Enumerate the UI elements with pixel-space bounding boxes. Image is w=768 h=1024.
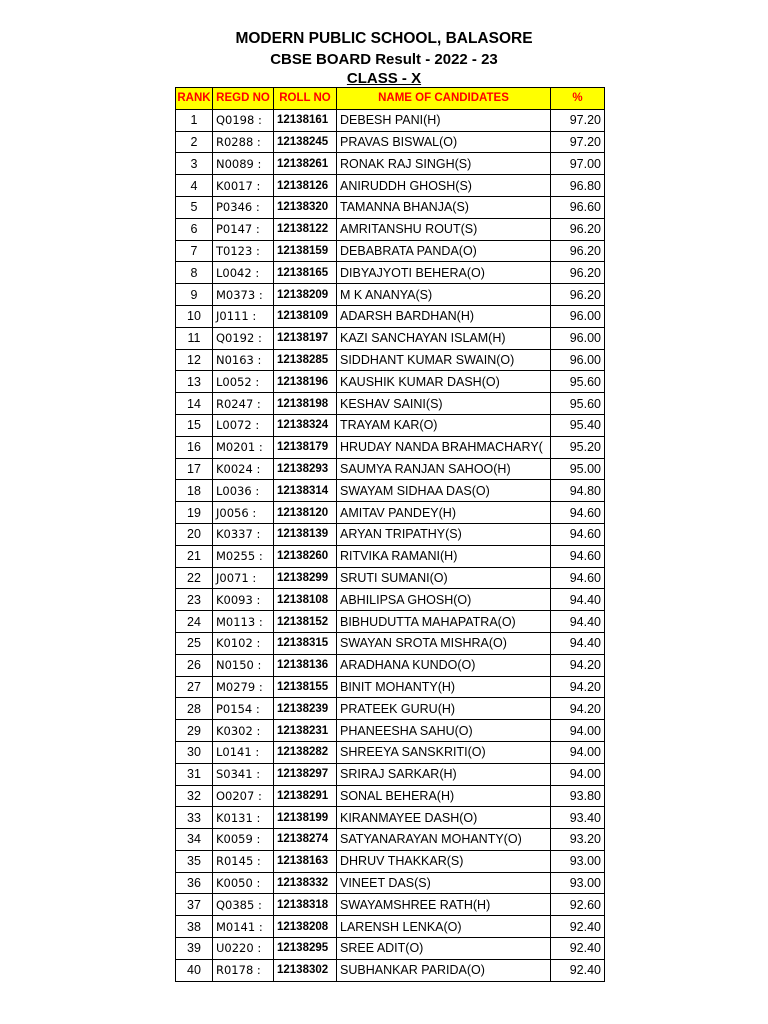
table-row — [176, 959, 605, 981]
regd-no-cell: S0341 : — [213, 763, 274, 785]
percent-cell: 96.20 — [551, 240, 605, 262]
table-row — [176, 109, 605, 131]
candidate-name-cell: SHREEYA SANSKRITI(O) — [337, 741, 551, 763]
table-row — [176, 545, 605, 567]
roll-no-cell: 12138239 — [274, 698, 337, 720]
regd-no-cell: K0131 : — [213, 807, 274, 829]
rank-cell: 14 — [176, 393, 213, 415]
rank-cell: 37 — [176, 894, 213, 916]
regd-no-cell: K0059 : — [213, 829, 274, 851]
candidate-name-cell: SWAYAMSHREE RATH(H) — [337, 894, 551, 916]
candidate-name-cell: SWAYAM SIDHAA DAS(O) — [337, 480, 551, 502]
rank-cell: 32 — [176, 785, 213, 807]
rank-cell: 5 — [176, 196, 213, 218]
percent-cell: 94.60 — [551, 523, 605, 545]
column-header-roll-no: ROLL NO — [274, 88, 337, 110]
table-row — [176, 436, 605, 458]
roll-no-cell: 12138155 — [274, 676, 337, 698]
candidate-name-cell: RONAK RAJ SINGH(S) — [337, 153, 551, 175]
table-row — [176, 131, 605, 153]
rank-cell: 30 — [176, 741, 213, 763]
regd-no-cell: M0113 : — [213, 611, 274, 633]
percent-cell: 95.60 — [551, 371, 605, 393]
regd-no-cell: Q0198 : — [213, 109, 274, 131]
rank-cell: 28 — [176, 698, 213, 720]
percent-cell: 94.40 — [551, 632, 605, 654]
roll-no-cell: 12138208 — [274, 916, 337, 938]
roll-no-cell: 12138139 — [274, 523, 337, 545]
percent-cell: 94.40 — [551, 589, 605, 611]
regd-no-cell: R0145 : — [213, 850, 274, 872]
table-row — [176, 480, 605, 502]
percent-cell: 93.20 — [551, 829, 605, 851]
table-row — [176, 153, 605, 175]
roll-no-cell: 12138293 — [274, 458, 337, 480]
percent-cell: 94.40 — [551, 611, 605, 633]
roll-no-cell: 12138282 — [274, 741, 337, 763]
percent-cell: 96.00 — [551, 327, 605, 349]
percent-cell: 92.60 — [551, 894, 605, 916]
regd-no-cell: R0247 : — [213, 393, 274, 415]
percent-cell: 94.60 — [551, 567, 605, 589]
results-table-body — [176, 109, 605, 981]
rank-cell: 16 — [176, 436, 213, 458]
table-row — [176, 938, 605, 960]
rank-cell: 20 — [176, 523, 213, 545]
roll-no-cell: 12138179 — [274, 436, 337, 458]
rank-cell: 22 — [176, 567, 213, 589]
roll-no-cell: 12138318 — [274, 894, 337, 916]
candidate-name-cell: BINIT MOHANTY(H) — [337, 676, 551, 698]
rank-cell: 4 — [176, 175, 213, 197]
percent-cell: 93.00 — [551, 872, 605, 894]
regd-no-cell: P0154 : — [213, 698, 274, 720]
candidate-name-cell: SWAYAN SROTA MISHRA(O) — [337, 632, 551, 654]
candidate-name-cell: M K ANANYA(S) — [337, 284, 551, 306]
regd-no-cell: M0255 : — [213, 545, 274, 567]
table-row — [176, 458, 605, 480]
regd-no-cell: K0302 : — [213, 720, 274, 742]
roll-no-cell: 12138198 — [274, 393, 337, 415]
percent-cell: 97.00 — [551, 153, 605, 175]
table-row — [176, 349, 605, 371]
roll-no-cell: 12138245 — [274, 131, 337, 153]
percent-cell: 93.00 — [551, 850, 605, 872]
table-row — [176, 414, 605, 436]
roll-no-cell: 12138163 — [274, 850, 337, 872]
table-header-row — [176, 88, 605, 110]
percent-cell: 93.80 — [551, 785, 605, 807]
regd-no-cell: R0288 : — [213, 131, 274, 153]
column-header-name: NAME OF CANDIDATES — [337, 88, 551, 110]
candidate-name-cell: SUBHANKAR PARIDA(O) — [337, 959, 551, 981]
table-row — [176, 872, 605, 894]
regd-no-cell: U0220 : — [213, 938, 274, 960]
roll-no-cell: 12138332 — [274, 872, 337, 894]
candidate-name-cell: SRIRAJ SARKAR(H) — [337, 763, 551, 785]
rank-cell: 38 — [176, 916, 213, 938]
candidate-name-cell: KIRANMAYEE DASH(O) — [337, 807, 551, 829]
table-row — [176, 676, 605, 698]
candidate-name-cell: PHANEESHA SAHU(O) — [337, 720, 551, 742]
candidate-name-cell: KAUSHIK KUMAR DASH(O) — [337, 371, 551, 393]
percent-cell: 96.60 — [551, 196, 605, 218]
regd-no-cell: O0207 : — [213, 785, 274, 807]
table-row — [176, 523, 605, 545]
rank-cell: 29 — [176, 720, 213, 742]
regd-no-cell: N0163 : — [213, 349, 274, 371]
candidate-name-cell: DIBYAJYOTI BEHERA(O) — [337, 262, 551, 284]
table-row — [176, 567, 605, 589]
column-header-rank: RANK — [176, 88, 213, 110]
candidate-name-cell: SONAL BEHERA(H) — [337, 785, 551, 807]
percent-cell: 96.80 — [551, 175, 605, 197]
rank-cell: 7 — [176, 240, 213, 262]
candidate-name-cell: ARYAN TRIPATHY(S) — [337, 523, 551, 545]
rank-cell: 12 — [176, 349, 213, 371]
table-row — [176, 262, 605, 284]
regd-no-cell: M0373 : — [213, 284, 274, 306]
percent-cell: 94.20 — [551, 676, 605, 698]
table-row — [176, 305, 605, 327]
roll-no-cell: 12138196 — [274, 371, 337, 393]
table-row — [176, 196, 605, 218]
rank-cell: 21 — [176, 545, 213, 567]
percent-cell: 92.40 — [551, 916, 605, 938]
rank-cell: 26 — [176, 654, 213, 676]
roll-no-cell: 12138161 — [274, 109, 337, 131]
roll-no-cell: 12138165 — [274, 262, 337, 284]
rank-cell: 39 — [176, 938, 213, 960]
rank-cell: 17 — [176, 458, 213, 480]
percent-cell: 93.40 — [551, 807, 605, 829]
regd-no-cell: K0024 : — [213, 458, 274, 480]
roll-no-cell: 12138126 — [274, 175, 337, 197]
class-title: CLASS - X — [346, 70, 422, 87]
candidate-name-cell: AMITAV PANDEY(H) — [337, 502, 551, 524]
roll-no-cell: 12138297 — [274, 763, 337, 785]
table-row — [176, 371, 605, 393]
rank-cell: 1 — [176, 109, 213, 131]
candidate-name-cell: SAUMYA RANJAN SAHOO(H) — [337, 458, 551, 480]
table-row — [176, 720, 605, 742]
regd-no-cell: P0147 : — [213, 218, 274, 240]
percent-cell: 97.20 — [551, 109, 605, 131]
candidate-name-cell: TRAYAM KAR(O) — [337, 414, 551, 436]
table-row — [176, 763, 605, 785]
regd-no-cell: K0102 : — [213, 632, 274, 654]
candidate-name-cell: LARENSH LENKA(O) — [337, 916, 551, 938]
roll-no-cell: 12138261 — [274, 153, 337, 175]
roll-no-cell: 12138122 — [274, 218, 337, 240]
percent-cell: 95.00 — [551, 458, 605, 480]
regd-no-cell: M0201 : — [213, 436, 274, 458]
percent-cell: 96.00 — [551, 305, 605, 327]
regd-no-cell: K0337 : — [213, 523, 274, 545]
percent-cell: 96.20 — [551, 262, 605, 284]
percent-cell: 96.00 — [551, 349, 605, 371]
table-row — [176, 502, 605, 524]
column-header-percent: % — [551, 88, 605, 110]
regd-no-cell: L0052 : — [213, 371, 274, 393]
candidate-name-cell: KESHAV SAINI(S) — [337, 393, 551, 415]
roll-no-cell: 12138285 — [274, 349, 337, 371]
rank-cell: 34 — [176, 829, 213, 851]
roll-no-cell: 12138320 — [274, 196, 337, 218]
candidate-name-cell: DEBESH PANI(H) — [337, 109, 551, 131]
table-row — [176, 611, 605, 633]
regd-no-cell: Q0385 : — [213, 894, 274, 916]
regd-no-cell: Q0192 : — [213, 327, 274, 349]
regd-no-cell: L0072 : — [213, 414, 274, 436]
candidate-name-cell: ADARSH BARDHAN(H) — [337, 305, 551, 327]
regd-no-cell: N0089 : — [213, 153, 274, 175]
percent-cell: 96.20 — [551, 284, 605, 306]
roll-no-cell: 12138136 — [274, 654, 337, 676]
roll-no-cell: 12138315 — [274, 632, 337, 654]
table-row — [176, 654, 605, 676]
regd-no-cell: M0141 : — [213, 916, 274, 938]
candidate-name-cell: BIBHUDUTTA MAHAPATRA(O) — [337, 611, 551, 633]
candidate-name-cell: SIDDHANT KUMAR SWAIN(O) — [337, 349, 551, 371]
roll-no-cell: 12138152 — [274, 611, 337, 633]
regd-no-cell: J0056 : — [213, 502, 274, 524]
regd-no-cell: T0123 : — [213, 240, 274, 262]
school-title: MODERN PUBLIC SCHOOL, BALASORE — [235, 30, 533, 47]
regd-no-cell: K0050 : — [213, 872, 274, 894]
rank-cell: 25 — [176, 632, 213, 654]
percent-cell: 95.60 — [551, 393, 605, 415]
candidate-name-cell: RITVIKA RAMANI(H) — [337, 545, 551, 567]
roll-no-cell: 12138295 — [274, 938, 337, 960]
table-row — [176, 393, 605, 415]
rank-cell: 23 — [176, 589, 213, 611]
rank-cell: 33 — [176, 807, 213, 829]
candidate-name-cell: SREE ADIT(O) — [337, 938, 551, 960]
rank-cell: 11 — [176, 327, 213, 349]
rank-cell: 35 — [176, 850, 213, 872]
table-row — [176, 741, 605, 763]
regd-no-cell: R0178 : — [213, 959, 274, 981]
roll-no-cell: 12138120 — [274, 502, 337, 524]
regd-no-cell: N0150 : — [213, 654, 274, 676]
rank-cell: 13 — [176, 371, 213, 393]
roll-no-cell: 12138302 — [274, 959, 337, 981]
regd-no-cell: P0346 : — [213, 196, 274, 218]
roll-no-cell: 12138231 — [274, 720, 337, 742]
candidate-name-cell: DHRUV THAKKAR(S) — [337, 850, 551, 872]
table-row — [176, 218, 605, 240]
table-row — [176, 589, 605, 611]
percent-cell: 92.40 — [551, 959, 605, 981]
candidate-name-cell: AMRITANSHU ROUT(S) — [337, 218, 551, 240]
roll-no-cell: 12138108 — [274, 589, 337, 611]
rank-cell: 31 — [176, 763, 213, 785]
regd-no-cell: M0279 : — [213, 676, 274, 698]
percent-cell: 94.00 — [551, 763, 605, 785]
percent-cell: 94.60 — [551, 502, 605, 524]
rank-cell: 6 — [176, 218, 213, 240]
candidate-name-cell: ABHILIPSA GHOSH(O) — [337, 589, 551, 611]
percent-cell: 94.20 — [551, 654, 605, 676]
percent-cell: 97.20 — [551, 131, 605, 153]
roll-no-cell: 12138197 — [274, 327, 337, 349]
rank-cell: 2 — [176, 131, 213, 153]
candidate-name-cell: SRUTI SUMANI(O) — [337, 567, 551, 589]
regd-no-cell: K0093 : — [213, 589, 274, 611]
table-row — [176, 785, 605, 807]
percent-cell: 94.00 — [551, 720, 605, 742]
table-row — [176, 632, 605, 654]
roll-no-cell: 12138291 — [274, 785, 337, 807]
roll-no-cell: 12138199 — [274, 807, 337, 829]
roll-no-cell: 12138209 — [274, 284, 337, 306]
candidate-name-cell: PRAVAS BISWAL(O) — [337, 131, 551, 153]
rank-cell: 36 — [176, 872, 213, 894]
percent-cell: 95.40 — [551, 414, 605, 436]
table-row — [176, 850, 605, 872]
rank-cell: 10 — [176, 305, 213, 327]
roll-no-cell: 12138159 — [274, 240, 337, 262]
percent-cell: 95.20 — [551, 436, 605, 458]
rank-cell: 9 — [176, 284, 213, 306]
table-row — [176, 698, 605, 720]
rank-cell: 40 — [176, 959, 213, 981]
regd-no-cell: L0036 : — [213, 480, 274, 502]
percent-cell: 94.80 — [551, 480, 605, 502]
board-result-title: CBSE BOARD Result - 2022 - 23 — [270, 51, 498, 68]
roll-no-cell: 12138324 — [274, 414, 337, 436]
rank-cell: 19 — [176, 502, 213, 524]
table-row — [176, 327, 605, 349]
rank-cell: 27 — [176, 676, 213, 698]
percent-cell: 92.40 — [551, 938, 605, 960]
table-row — [176, 894, 605, 916]
table-row — [176, 829, 605, 851]
regd-no-cell: J0111 : — [213, 305, 274, 327]
regd-no-cell: J0071 : — [213, 567, 274, 589]
table-row — [176, 807, 605, 829]
column-header-regd-no: REGD NO — [213, 88, 274, 110]
rank-cell: 8 — [176, 262, 213, 284]
percent-cell: 94.00 — [551, 741, 605, 763]
regd-no-cell: L0141 : — [213, 741, 274, 763]
percent-cell: 94.20 — [551, 698, 605, 720]
candidate-name-cell: KAZI SANCHAYAN ISLAM(H) — [337, 327, 551, 349]
candidate-name-cell: VINEET DAS(S) — [337, 872, 551, 894]
results-table — [175, 87, 605, 982]
rank-cell: 18 — [176, 480, 213, 502]
rank-cell: 15 — [176, 414, 213, 436]
table-row — [176, 916, 605, 938]
table-row — [176, 240, 605, 262]
rank-cell: 24 — [176, 611, 213, 633]
roll-no-cell: 12138314 — [274, 480, 337, 502]
roll-no-cell: 12138299 — [274, 567, 337, 589]
candidate-name-cell: TAMANNA BHANJA(S) — [337, 196, 551, 218]
percent-cell: 94.60 — [551, 545, 605, 567]
roll-no-cell: 12138260 — [274, 545, 337, 567]
roll-no-cell: 12138109 — [274, 305, 337, 327]
candidate-name-cell: ARADHANA KUNDO(O) — [337, 654, 551, 676]
regd-no-cell: L0042 : — [213, 262, 274, 284]
roll-no-cell: 12138274 — [274, 829, 337, 851]
candidate-name-cell: PRATEEK GURU(H) — [337, 698, 551, 720]
regd-no-cell: K0017 : — [213, 175, 274, 197]
table-row — [176, 175, 605, 197]
rank-cell: 3 — [176, 153, 213, 175]
percent-cell: 96.20 — [551, 218, 605, 240]
candidate-name-cell: SATYANARAYAN MOHANTY(O) — [337, 829, 551, 851]
candidate-name-cell: HRUDAY NANDA BRAHMACHARY( — [337, 436, 551, 458]
candidate-name-cell: ANIRUDDH GHOSH(S) — [337, 175, 551, 197]
candidate-name-cell: DEBABRATA PANDA(O) — [337, 240, 551, 262]
table-row — [176, 284, 605, 306]
